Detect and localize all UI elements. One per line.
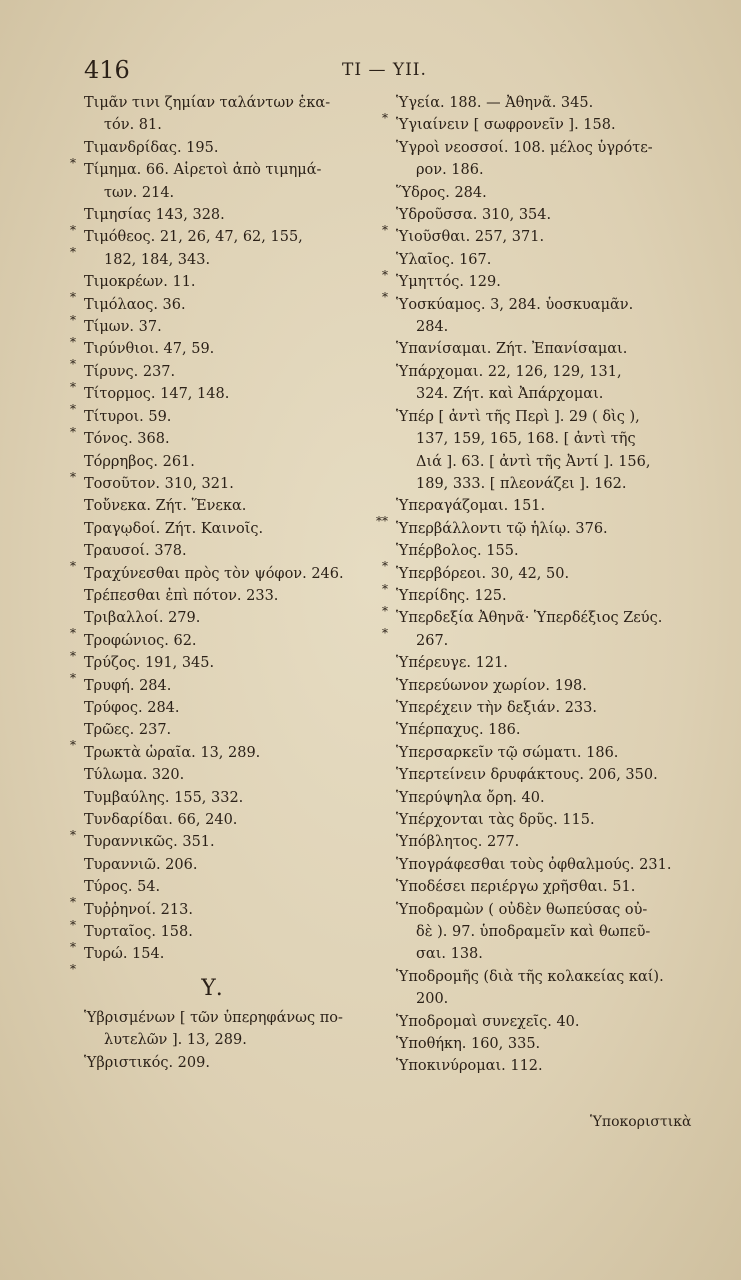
index-entry xyxy=(82,787,382,809)
entry-text: 324. Ζήτ. καὶ Ἀπάρχομαι. xyxy=(416,386,604,403)
entry-text: Τραχύνεσθαι πρὸς τὸν ψόφον. 246. xyxy=(84,565,344,582)
asterisk-mark: * xyxy=(382,559,388,574)
index-entry xyxy=(82,697,382,719)
index-entry xyxy=(70,899,382,932)
entry-text: Ὑπέρβολος. 155. xyxy=(396,543,519,560)
index-entry xyxy=(394,876,714,898)
entry-text: Τυρταῖος. 158. xyxy=(84,924,193,941)
asterisk-mark: * xyxy=(70,828,76,842)
index-entry-continuation xyxy=(82,182,382,204)
entry-text: Ὑπερεύωνον χωρίον. 198. xyxy=(396,677,587,694)
entry-text: Τροφώνιος. 62. xyxy=(84,632,197,649)
asterisk-mark: * xyxy=(70,626,76,641)
entry-text: ρον. 186. xyxy=(416,162,484,179)
entry-text: Τυνδαρίδαι. 66, 240. xyxy=(84,812,238,828)
asterisk-mark: * xyxy=(382,111,388,125)
entry-text: Διά ]. 63. [ ἀντὶ τῆς Ἀντί ]. 156, xyxy=(416,453,651,470)
asterisk-mark: * xyxy=(70,895,76,910)
index-entry-continuation xyxy=(394,921,714,943)
entry-text: Τιμᾶν τινι ζημίαν ταλάντων ἑκα- xyxy=(84,95,331,111)
entry-text: των. 214. xyxy=(104,184,175,201)
index-entry xyxy=(82,473,382,495)
asterisk-mark: * xyxy=(382,267,388,282)
left-column xyxy=(70,92,382,1074)
index-entry xyxy=(394,675,714,697)
index-entry-continuation xyxy=(394,316,714,338)
entry-text: Ὑβριστικός. 209. xyxy=(84,1054,210,1071)
asterisk-mark: * xyxy=(70,357,76,372)
entry-text: Ὑπερσαρκεῖν τῷ σώματι. 186. xyxy=(396,744,619,761)
asterisk-mark: * xyxy=(70,155,76,170)
index-entry xyxy=(70,943,382,977)
entry-text: 189, 333. [ πλεονάζει ]. 162. xyxy=(416,475,627,492)
index-entry xyxy=(394,809,714,831)
index-entry xyxy=(394,966,714,988)
asterisk-mark: * xyxy=(70,671,76,686)
index-entry xyxy=(394,899,714,921)
entry-text: Ὑποδραμὼν ( οὐδὲν θωπεύσας οὐ- xyxy=(396,901,648,918)
asterisk-mark: * xyxy=(382,603,388,618)
index-entry xyxy=(82,854,382,876)
index-entry xyxy=(82,742,382,764)
index-entry-continuation xyxy=(394,630,714,652)
entry-text: Ὕδρος. 284. xyxy=(396,184,487,201)
index-entry xyxy=(394,854,714,876)
entry-text: Τύρος. 54. xyxy=(84,879,161,896)
running-head: TI — YII. xyxy=(342,60,427,80)
entry-text: 267. xyxy=(416,632,449,649)
index-entry-continuation xyxy=(394,159,714,181)
entry-text: λυτελῶν ]. 13, 289. xyxy=(104,1032,247,1049)
asterisk-mark: * xyxy=(70,424,76,439)
entry-text: 182, 184, 343. xyxy=(104,251,211,268)
asterisk-mark: * xyxy=(382,223,388,238)
asterisk-mark: * xyxy=(70,738,76,753)
index-entry-continuation xyxy=(394,473,714,495)
entry-text: Ὑποκινύρομαι. 112. xyxy=(396,1058,543,1075)
index-entry xyxy=(382,92,714,125)
index-entry xyxy=(394,361,714,383)
index-entry xyxy=(70,294,382,327)
index-entry xyxy=(394,294,714,316)
entry-text: Ὑγεία. 188. — Ἀθηνᾶ. 345. xyxy=(396,95,594,111)
asterisk-mark: * xyxy=(70,917,76,932)
index-entry xyxy=(394,719,714,741)
entry-text: Τυῤῥηνοί. 213. xyxy=(84,901,193,918)
entry-text: Ὑπερτείνειν δρυφάκτους. 206, 350. xyxy=(396,767,658,784)
index-entry xyxy=(82,495,382,517)
entry-text: Τρέπεσθαι ἐπὶ πότον. 233. xyxy=(84,587,279,604)
entry-text: Ὑμηττός. 129. xyxy=(396,274,501,291)
entry-text: Ὑιοῦσθαι. 257, 371. xyxy=(396,229,545,246)
asterisk-mark: * xyxy=(70,940,76,955)
entry-text: Τοσοῦτον. 310, 321. xyxy=(84,475,234,492)
entry-text: τόν. 81. xyxy=(104,117,162,134)
entry-text: Τραυσοί. 378. xyxy=(84,543,187,560)
asterisk-mark: * xyxy=(70,312,76,327)
entry-text: Τιμησίας 143, 328. xyxy=(84,207,225,224)
entry-text: Τίμων. 37. xyxy=(84,319,162,336)
index-entry xyxy=(70,137,382,170)
asterisk-mark: * xyxy=(70,469,76,484)
right-entry-list xyxy=(376,92,714,1078)
index-entry xyxy=(82,1007,382,1029)
entry-text: Τριβαλλοί. 279. xyxy=(84,610,201,627)
asterisk-mark: * xyxy=(70,559,76,574)
entry-text: Τίτορμος. 147, 148. xyxy=(84,386,230,403)
entry-text: Τίρυνς. 237. xyxy=(84,363,176,380)
index-entry xyxy=(82,563,382,585)
index-entry xyxy=(394,831,714,853)
entry-text: Τιμόθεος. 21, 26, 47, 62, 155, xyxy=(84,229,303,246)
entry-text: Τόνος. 368. xyxy=(84,431,170,448)
entry-text: Τίμημα. 66. Αἱρετοὶ ἀπὸ τιμημά- xyxy=(84,162,322,179)
index-entry xyxy=(394,406,714,428)
entry-text: Ὑλαῖος. 167. xyxy=(396,251,492,268)
index-entry xyxy=(82,764,382,786)
entry-text: Ὑπέρ [ ἀντὶ τῆς Περὶ ]. 29 ( δὶς ), xyxy=(396,408,640,425)
page-number: 416 xyxy=(84,56,130,84)
index-entry xyxy=(82,428,382,450)
entry-text: Ὑποθήκη. 160, 335. xyxy=(396,1036,541,1053)
entry-text: σαι. 138. xyxy=(416,946,483,963)
entry-text: Τόρρηβος. 261. xyxy=(84,453,195,470)
entry-text: Τραγῳδοί. Ζήτ. Καινοῖς. xyxy=(84,520,264,537)
entry-text: Ὑπάρχομαι. 22, 126, 129, 131, xyxy=(396,363,622,380)
index-entry xyxy=(394,742,714,764)
entry-text: Τυμβαύλης. 155, 332. xyxy=(84,789,244,806)
entry-text: Τοὔνεκα. Ζήτ. Ἕνεκα. xyxy=(84,498,247,515)
index-entry xyxy=(394,226,714,248)
entry-text: Τιμανδρίδας. 195. xyxy=(84,139,219,156)
entry-text: Ὑπανίσαμαι. Ζήτ. Ἐπανίσαμαι. xyxy=(396,341,628,358)
index-entry xyxy=(394,1055,714,1077)
index-entry-continuation xyxy=(394,451,714,473)
asterisk-mark: * xyxy=(70,223,76,238)
catchword: Ὑποκοριστικὰ xyxy=(590,1114,692,1130)
index-entry xyxy=(82,675,382,697)
entry-text: Τύλωμα. 320. xyxy=(84,767,185,784)
entry-text: Τρῶες. 237. xyxy=(84,722,172,739)
index-entry xyxy=(82,92,382,114)
entry-text: Ὑγιαίνειν [ σωφρονεῖν ]. 158. xyxy=(396,117,616,134)
entry-text: Ὑγροὶ νεοσσοί. 108. μέλος ὑγρότε- xyxy=(396,139,653,156)
entry-text: Ὑπερβόρεοι. 30, 42, 50. xyxy=(396,565,570,582)
index-entry xyxy=(394,518,714,540)
left-entry-list xyxy=(70,92,382,977)
index-entry xyxy=(70,809,382,842)
asterisk-mark: * xyxy=(382,290,388,305)
entry-text: δὲ ). 97. ὑποδραμεῖν καὶ θωπεῦ- xyxy=(416,924,651,941)
index-entry xyxy=(394,114,714,136)
asterisk-mark: * xyxy=(70,290,76,305)
entry-text: 284. xyxy=(416,319,449,336)
asterisk-mark: * xyxy=(70,962,76,977)
entry-text: 200. xyxy=(416,991,449,1008)
entry-text: Ὑπεραγάζομαι. 151. xyxy=(396,498,546,515)
index-entry xyxy=(70,630,382,663)
entry-text: Τυρώ. 154. xyxy=(84,946,165,963)
index-entry-continuation xyxy=(394,988,714,1010)
index-entry-continuation xyxy=(82,1029,382,1051)
index-entry xyxy=(394,652,714,674)
asterisk-mark: ** xyxy=(376,514,388,529)
index-entry xyxy=(382,249,714,282)
index-entry xyxy=(82,159,382,181)
entry-text: Τρύζος. 191, 345. xyxy=(84,655,215,672)
entry-text: Τιμόλαος. 36. xyxy=(84,296,186,313)
asterisk-mark: * xyxy=(70,648,76,663)
entry-text: Ὑβρισμένων [ τῶν ὑπερηφάνως πο- xyxy=(84,1009,343,1026)
index-entry xyxy=(82,831,382,853)
entry-text: Ὑπέρπαχυς. 186. xyxy=(396,722,521,739)
section-letter: Υ. xyxy=(201,975,223,1001)
index-entry xyxy=(70,361,382,394)
index-entry-continuation xyxy=(394,383,714,405)
entry-text: Ὑπερύψηλα ὄρη. 40. xyxy=(396,789,545,806)
asterisk-mark: * xyxy=(70,379,76,394)
entry-text: Ὑδροῦσσα. 310, 354. xyxy=(396,207,552,224)
entry-text: Τυραννιῶ. 206. xyxy=(84,856,198,873)
entry-text: Ὑπερέχειν τὴν δεξιάν. 233. xyxy=(396,699,597,716)
asterisk-mark: * xyxy=(382,626,388,641)
entry-text: Ὑποδρομαὶ συνεχεῖς. 40. xyxy=(396,1013,580,1030)
entry-text: Τυραννικῶς. 351. xyxy=(84,834,215,851)
index-entry xyxy=(70,406,382,439)
index-entry-continuation xyxy=(82,114,382,136)
index-entry-continuation xyxy=(82,249,382,271)
asterisk-mark: * xyxy=(382,581,388,596)
index-entry-continuation xyxy=(394,428,714,450)
entry-text: Τίτυροι. 59. xyxy=(84,408,172,425)
index-entry xyxy=(394,338,714,360)
index-entry xyxy=(394,182,714,204)
index-entry xyxy=(82,518,382,540)
entry-text: Ὑπέρχονται τὰς δρῦς. 115. xyxy=(396,812,595,828)
index-entry xyxy=(382,585,714,618)
entry-text: Τιμοκρέων. 11. xyxy=(84,274,196,291)
index-entry xyxy=(82,585,382,607)
entry-text: Ὑπερίδης. 125. xyxy=(396,587,507,604)
entry-text: Ὑπέρευγε. 121. xyxy=(396,655,508,672)
index-entry xyxy=(394,697,714,719)
index-entry xyxy=(394,137,714,159)
right-column xyxy=(376,92,714,1078)
entry-text: Ὑπογράφεσθαι τοὺς ὀφθαλμούς. 231. xyxy=(396,856,672,873)
index-entry xyxy=(82,1052,382,1074)
entry-text: Τρύφος. 284. xyxy=(84,699,180,716)
index-entry xyxy=(394,1011,714,1033)
section-entry-list xyxy=(82,1007,382,1074)
entry-text: Τρυφή. 284. xyxy=(84,677,172,694)
asterisk-mark: * xyxy=(70,245,76,260)
entry-text: 137, 159, 165, 168. [ ἀντὶ τῆς xyxy=(416,431,636,448)
entry-text: Ὑποδρομῆς (διὰ τῆς κολακείας καί). xyxy=(396,968,664,985)
index-entry xyxy=(394,764,714,786)
index-entry-continuation xyxy=(394,943,714,965)
entry-text: Τιρύνθιοι. 47, 59. xyxy=(84,341,215,358)
asterisk-mark: * xyxy=(70,402,76,417)
entry-text: Ὑοσκύαμος. 3, 284. ὑοσκυαμᾶν. xyxy=(396,296,634,313)
entry-text: Ὑπερδεξία Ἀθηνᾶ· Ὑπερδέξιος Ζεύς. xyxy=(396,610,663,627)
index-entry xyxy=(394,1033,714,1055)
entry-text: Ὑποδέσει περιέργω χρῆσθαι. 51. xyxy=(396,879,636,896)
index-entry xyxy=(394,787,714,809)
entry-text: Ὑπερβάλλοντι τῷ ἡλίῳ. 376. xyxy=(396,520,608,537)
entry-text: Τρωκτὰ ὡραῖα. 13, 289. xyxy=(84,744,261,761)
asterisk-mark: * xyxy=(70,335,76,350)
entry-text: Ὑπόβλητος. 277. xyxy=(396,834,520,851)
